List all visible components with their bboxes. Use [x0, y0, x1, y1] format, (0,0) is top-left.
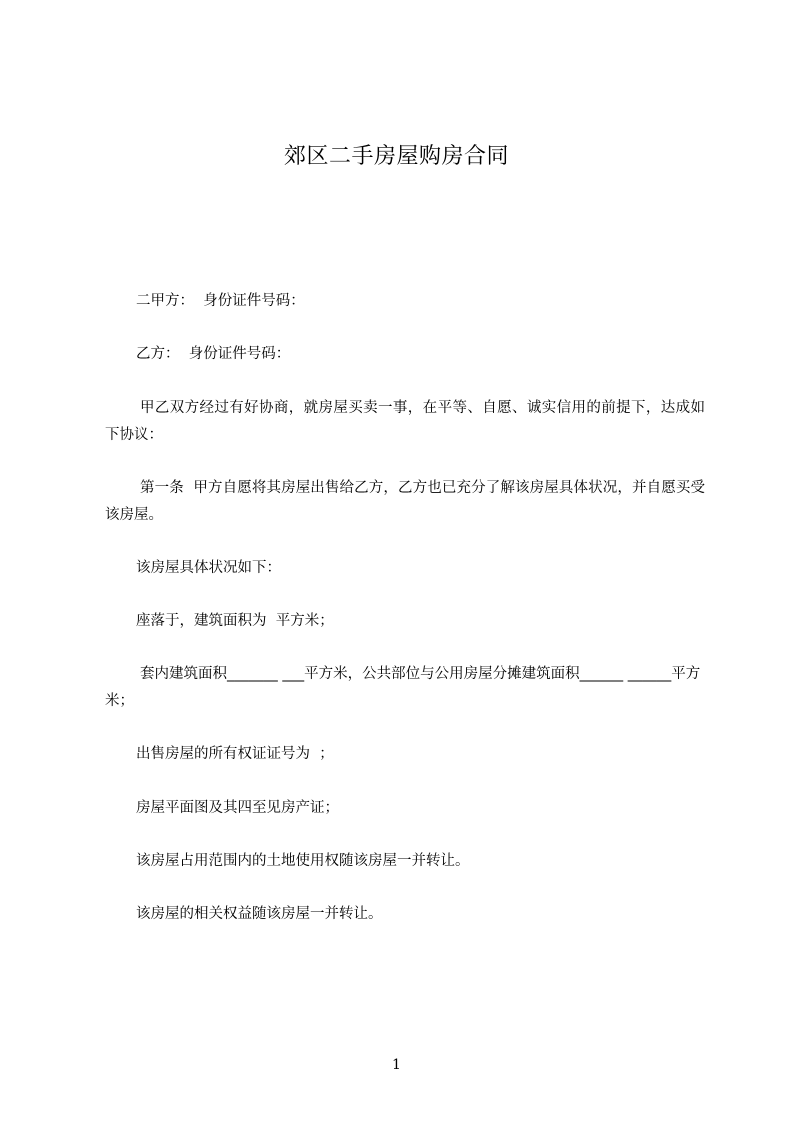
- document-title: 郊区二手房屋购房合同: [283, 144, 509, 169]
- house-status-heading: 该房屋具体状况如下：: [136, 560, 281, 576]
- related-rights-line: 该房屋的相关权益随该房屋一并转让。: [136, 906, 383, 922]
- ownership-cert-line: 出售房屋的所有权证证号为 ；: [136, 746, 334, 762]
- preamble-paragraph: 甲乙双方经过有好协商，就房屋买卖一事，在平等、自愿、诚实信用的前提下，达成如下协议：: [105, 400, 705, 443]
- party-a-line: 二甲方： 身份证件号码：: [136, 293, 305, 309]
- land-use-right-line: 该房屋占用范围内的土地使用权随该房屋一并转让。: [136, 853, 470, 869]
- article-one-paragraph: 第一条 甲方自愿将其房屋出售给乙方，乙方也已充分了解该房屋具体状况，并自愿买受该房屋。: [105, 480, 705, 523]
- location-area-line: 座落于，建筑面积为 平方米；: [136, 613, 334, 629]
- inner-area-paragraph: 套内建筑面积_______ ___平方米，公共部位与公用房屋分摊建筑面积______ ______平方米；: [105, 666, 701, 709]
- page-number: 1: [392, 1057, 401, 1073]
- party-b-line: 乙方： 身份证件号码：: [136, 346, 291, 362]
- floor-plan-line: 房屋平面图及其四至见房产证；: [136, 800, 339, 816]
